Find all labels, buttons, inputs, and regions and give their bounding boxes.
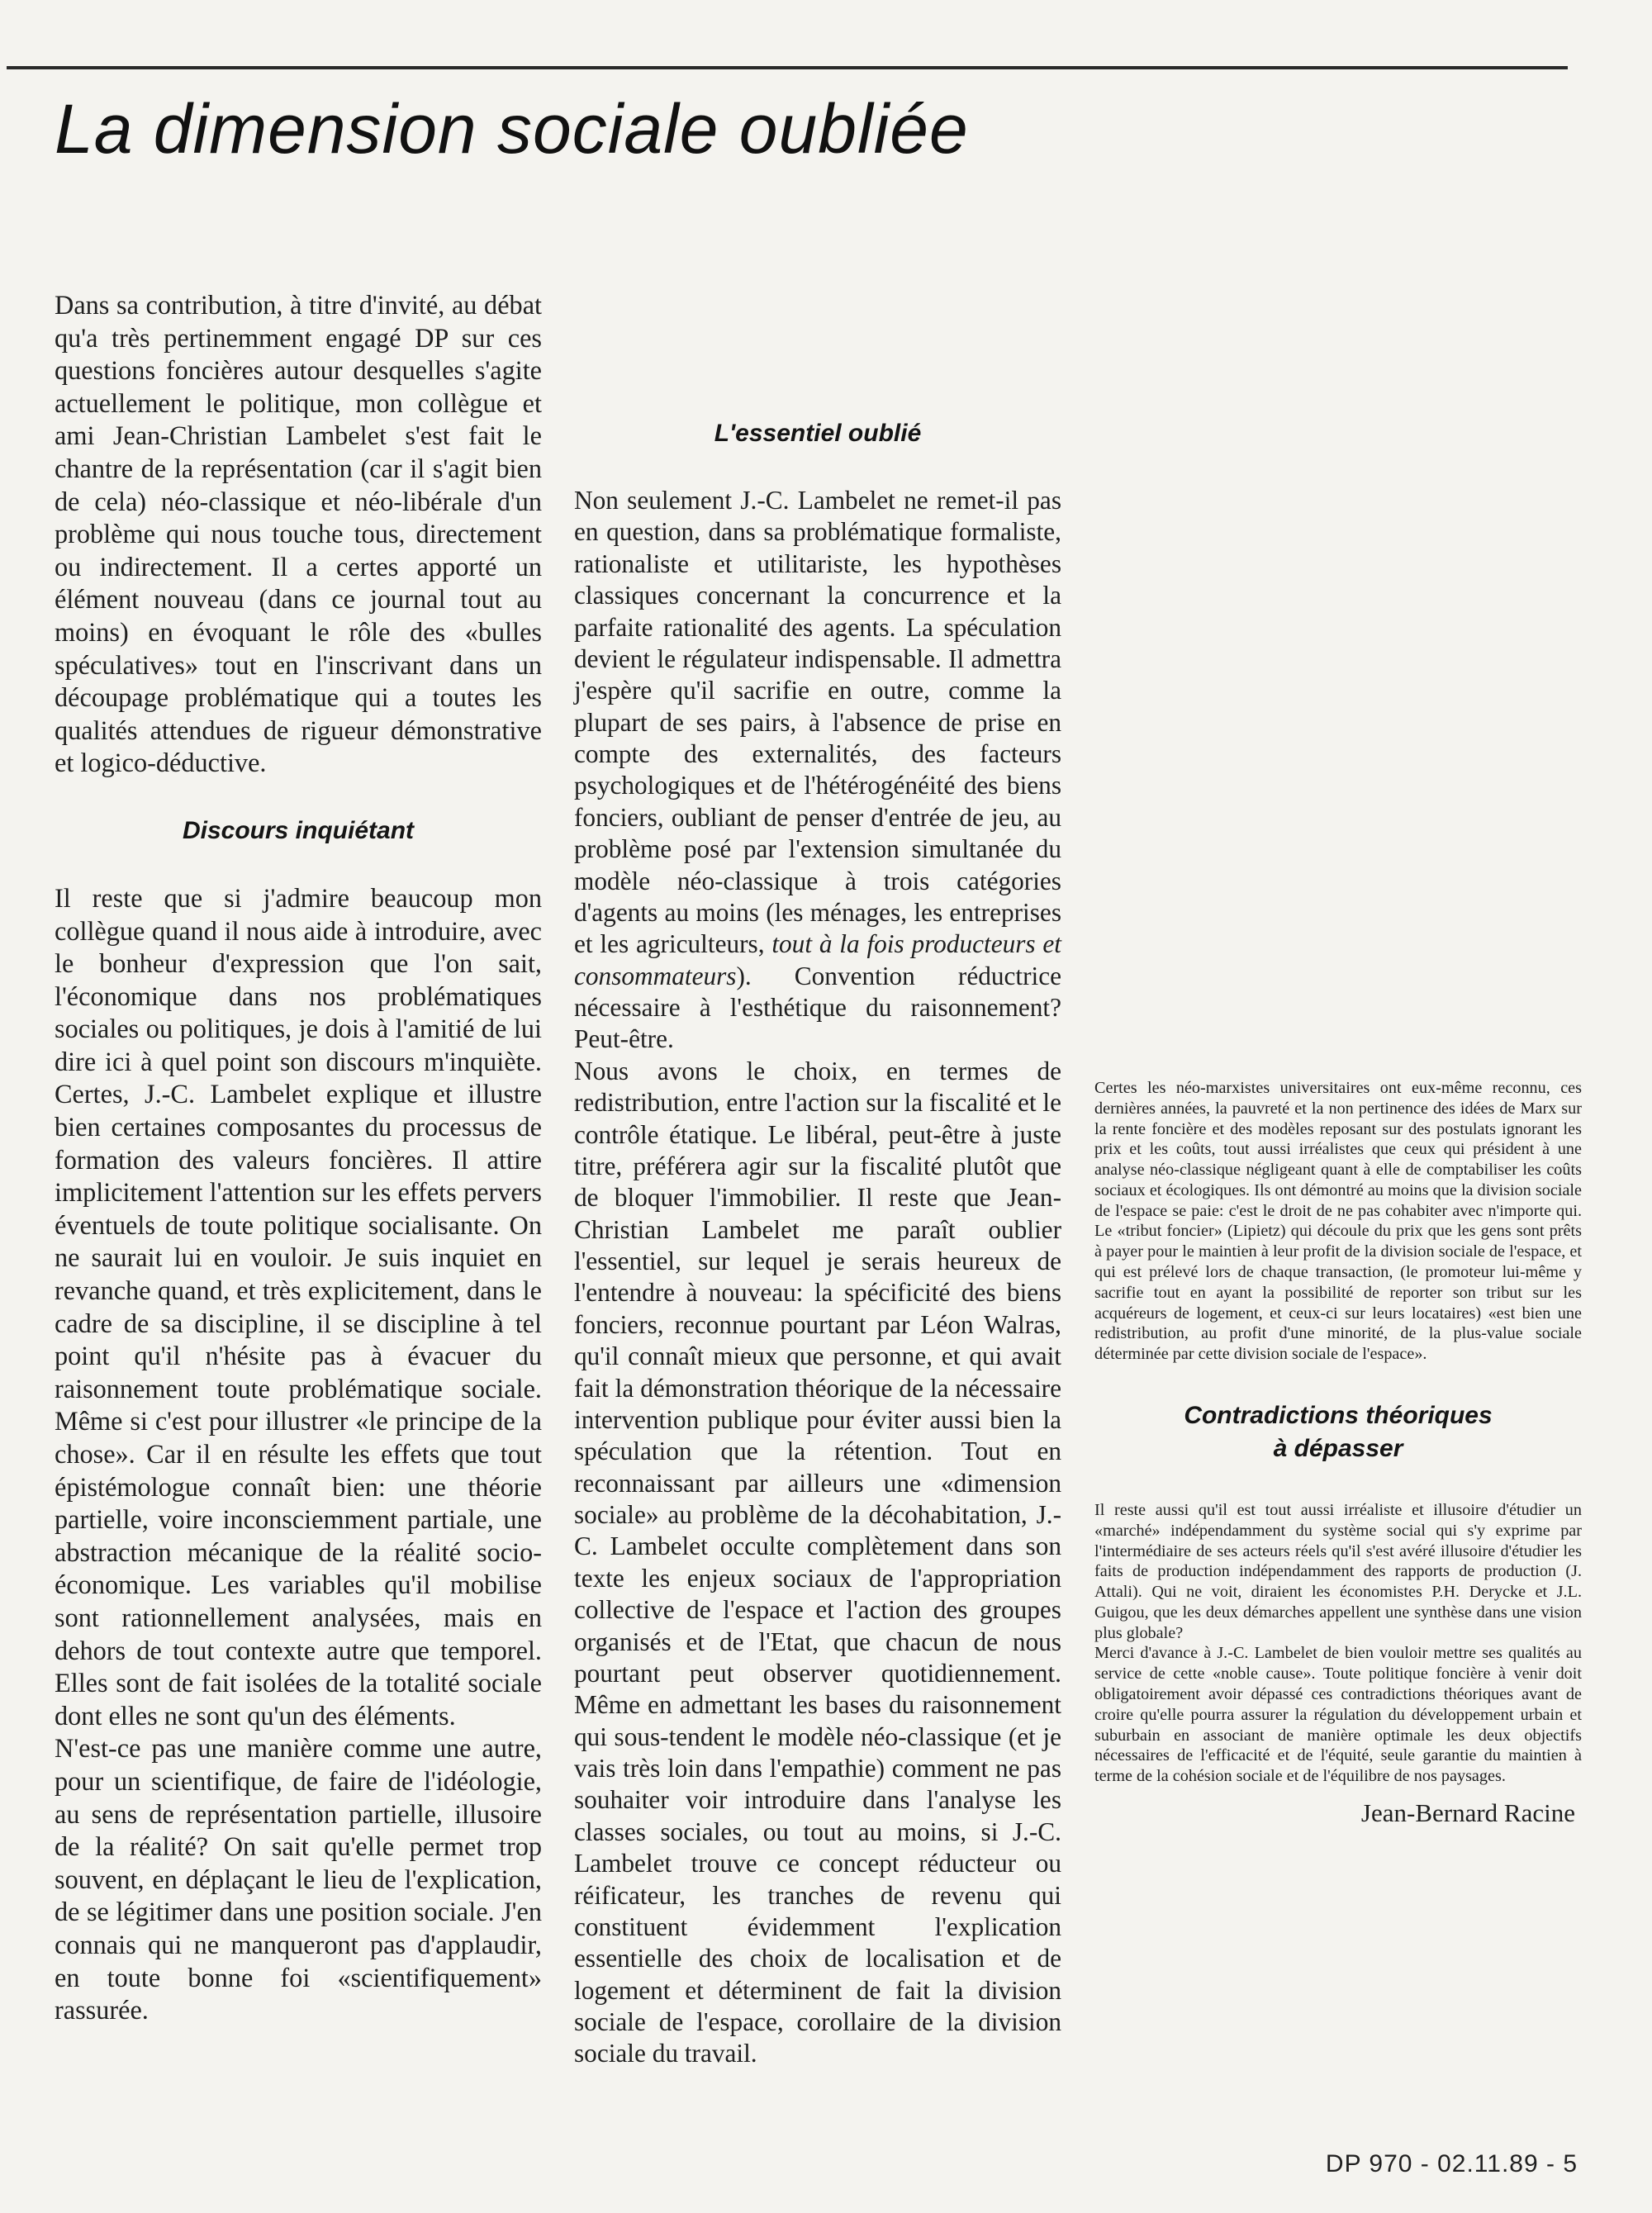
col2-paragraph-1-text-b: ). Convention réductrice nécessaire à l'esthétique du raisonnement? Peut-être. [574, 961, 1061, 1054]
col2-paragraph-1-text-a: Non seulement J.-C. Lambelet ne remet-il pas en question, dans sa problématique formaliste, rationaliste et utilitariste, les hypothèses classiques concernant la concurrence et la parfaite rationalité des agents. La spéculation devient le régulateur indispensable. Il admettra j'espère qu'il sacrifie en outre, comme la plupart de ses pairs, à l'absence de prise en compte des externalités, des facteurs psychologiques et de l'hétérogénéité des biens fonciers, oubliant de penser d'entrée de jeu, au problème posé par l'extension simultanée du modèle néo-classique à trois catégories d'agents au moins (les ménages, les entreprises et les agriculteurs, [574, 486, 1061, 959]
column-1 [55, 289, 542, 2027]
page-footer: DP 970 - 02.11.89 - 5 [1325, 2150, 1578, 2177]
subheading-discours-inquietant: Discours inquiétant [182, 816, 415, 844]
author-signature: Jean-Bernard Racine [1360, 1797, 1575, 1827]
col3-paragraph-3: Merci d'avance à J.-C. Lambelet de bien vouloir mettre ses qualités au service de cette «noble cause». Toute politique foncière à venir doit obligatoirement avoir dépassé ces contradictions théoriques avant de croire qu'elle pourra assurer la régulation du développement urbain et suburbain en associant de manière optimale les deux objectifs nécessaires de l'efficacité et de l'équité, seule garantie du maintien à terme de la cohésion sociale et de l'équilibre de nos paysages. [1094, 1644, 1582, 1786]
col3-paragraph-2: Il reste aussi qu'il est tout aussi irréaliste et illusoire d'étudier un «marché» indépendamment du système social qui s'y exprime par l'intermédiaire de ses acteurs réels qu'il s'est avéré illusoire d'étudier les faits de production indépendamment des rapports de production (J. Attali). Qui ne voit, diraient les économistes P.H. Derycke et J.L. Guigou, que les deux démarches appellent une synthèse dans une vision plus globale? [1094, 1500, 1582, 1642]
column-2-body [574, 417, 1061, 2070]
col1-paragraph-2: Il reste que si j'admire beaucoup mon collègue quand il nous aide à introduire, avec le bonheur d'expression que l'on sait, l'économique dans nos problématiques sociales ou politiques, je dois à l'amitié de lui dire ici à quel point son discours m'inquiète. Certes, J.-C. Lambelet explique et illustre bien certaines composantes du processus de formation des valeurs foncières. Il attire implicitement l'attention sur les effets pervers éventuels de toute politique socialisante. On ne saurait lui en vouloir. Je suis inquiet en revanche quand, et très explicitement, dans le cadre de sa discipline, il se discipline à tel point qu'il n'hésite pas à évacuer du raisonnement toute problématique sociale. Même si c'est pour illustrer «le principe de la chose». Car il en résulte les effets que tout épistémologue connaît bien: une théorie partielle, voire inconsciemment partiale, une abstraction mécanique de la réalité socio-économique. Les variables qu'il mobilise sont rationnellement analysées, mais en dehors de tout contexte autre que temporel. Elles sont de fait isolées de la totalité sociale dont elles ne sont qu'un des éléments. [55, 882, 542, 1731]
col1-paragraph-3: N'est-ce pas une manière comme une autre, pour un scientifique, de faire de l'idéologie, au sens de représentation partielle, illusoire de la réalité? On sait qu'elle permet trop souvent, en déplaçant le lieu de l'explication, de se légitimer dans une position sociale. J'en connais qui ne manqueront pas d'applaudir, en toute bonne foi «scientifiquement» rassurée. [55, 1733, 542, 2025]
article-headline: La dimension sociale oubliée [55, 90, 969, 168]
subheading-contradictions-line-1: Contradictions théoriques [1184, 1401, 1493, 1429]
col2-paragraph-1-emphasis: tout à la fois producteurs et consommateurs [574, 929, 1061, 990]
subheading-essentiel-oublie: L'essentiel oublié [714, 420, 922, 447]
top-rule [7, 66, 1568, 69]
column-3 [1094, 1078, 1582, 1830]
col2-paragraph-1 [574, 485, 1061, 1056]
col3-paragraph-1: Certes les néo-marxistes universitaires ont eux-même reconnu, ces dernières années, la pauvreté et la non pertinence des idées de Marx sur la rente foncière et des modèles reposant sur des postulats ignorant les prix et les coûts, tout aussi irréalistes que ceux qui président à une analyse néo-classique négligeant quant à elle de comptabiliser les coûts sociaux et écologiques. Ils ont démontré au moins que la division sociale de l'espace se paie: c'est le droit de ne pas cohabiter avec n'importe qui. Le «tribut foncier» (Lipietz) qui découle du prix que les gens sont prêts à payer pour le maintien à leur profit de la division sociale de l'espace, et qui est prélevé lors de chaque transaction, (le promoteur lui-même y sacrifie tout en ayant la possibilité de reporter son tribut sur les acquéreurs de logement, et ceux-ci sur leurs locataires) «est bien une redistribution, au profit d'une minorité, de la plus-value sociale déterminée par cette division sociale de l'espace». [1094, 1079, 1582, 1364]
col1-paragraph-1: Dans sa contribution, à titre d'invité, au débat qu'a très pertinemment engagé DP sur ces questions foncières autour desquelles s'agite actuellement le politique, mon collègue et ami Jean-Christian Lambelet s'est fait le chantre de la représentation (car il s'agit bien de cela) néo-classique et néo-libérale d'un problème qui nous touche tous, directement ou indirectement. Il a certes apporté un élément nouveau (dans ce journal tout au moins) en évoquant le rôle des «bulles spéculatives» tout en l'inscrivant dans un découpage problématique qui a toutes les qualités attendues de rigueur démonstrative et logico-déductive. [55, 290, 542, 778]
col2-paragraph-2: Nous avons le choix, en termes de redistribution, entre l'action sur la fiscalité et le contrôle étatique. Le libéral, peut-être à juste titre, préférera agir sur la fiscalité plutôt que de bloquer l'immobilier. Il reste que Jean-Christian Lambelet me paraît oublier l'essentiel, sur lequel je serais heureux de l'entendre à nouveau: la spécificité des biens fonciers, reconnue pourtant par Léon Walras, qu'il connaît mieux que personne, et qui avait fait la démonstration théorique de la nécessaire intervention publique pour éviter aussi bien la spéculation que la rétention. Tout en reconnaissant par ailleurs une «dimension sociale» au problème de la décohabitation, J.-C. Lambelet occulte complètement dans son texte les enjeux sociaux de l'appropriation collective de l'espace et l'action des groupes organisés et de l'Etat, que chacun de nous pourtant peut observer quotidiennement. Même en admettant les bases du raisonnement qui sous-tendent le modèle néo-classique (et je vais très loin dans l'empathie) comment ne pas souhaiter voir introduire dans l'analyse les classes sociales, ou tout au moins, si J.-C. Lambelet trouve ce concept réducteur ou réificateur, les tranches de revenu qui constituent évidemment l'explication essentielle des choix de localisation et de logement et déterminent de fait la division sociale de l'espace, corollaire de la division sociale du travail. [574, 1056, 1061, 2068]
subheading-contradictions-line-2: à dépasser [1273, 1434, 1403, 1462]
